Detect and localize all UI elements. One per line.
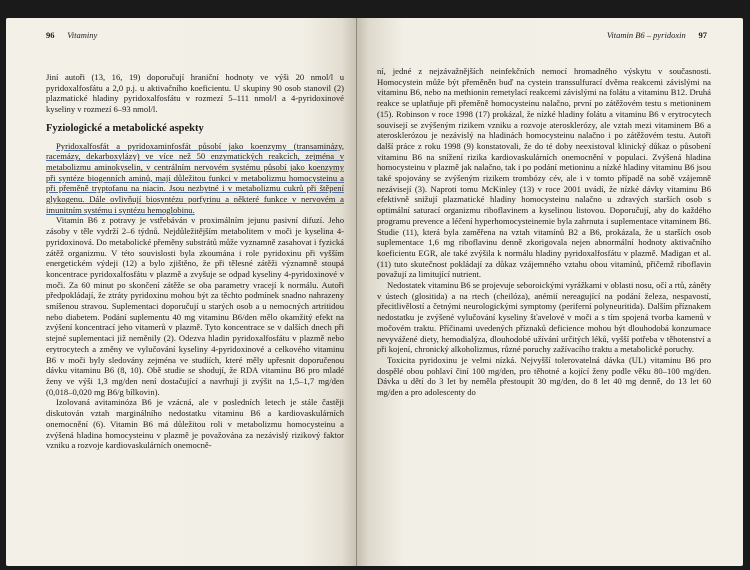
right-running-head — [607, 30, 707, 40]
left-page — [6, 18, 356, 566]
left-paragraph-3: Izolovaná avitaminóza B6 je vzácná, ale v posledních letech je stále častěji diskutován vztah marginálního nedostatku vitaminu B6 a kardiovaskulárních onemocnění (6). Vitamin B6 má důležitou roli v metabolizmu homocysteinu a zvýšená hladina homocysteinu v plazmě je považována za nezávislý rizikový faktor vzniku a rozvoje kardiovaskulárních onemocně- — [46, 397, 344, 451]
left-running-head — [46, 30, 97, 40]
left-paragraph-2: Vitamin B6 z potravy je vstřebáván v proximálním jejunu pasivní difuzí. Jeho zásoby v těle vydrží 2–6 týdnů. Nejdůležitějším metabolitem v moči je kyselina 4-pyridoxinová. Do metabolické přeměny substrátů může vyznamně zasahovat i fyzická zátěž organizmu. V této souvislosti byla zkoumána i role pyridoxinu při vyšším energetickém výdeji (12) a bylo zjištěno, že při tělesné zátěži významně stoupá koncentrace pyridoxalfosfátu v plazmě a zvyšuje se odpad kyseliny 4-pyridoxinové v moči. Za 60 minut po skončení zátěže se oba parametry vracejí k normálu. Autoři předpokládají, že ztráty pyridoxinu mohou být za těchto podmínek snadno nahrazeny smíšenou stravou. Suplementaci doporučují u starých osob a u nemocných artritidou nebo diabetem. Podání suplementu 40 mg vitaminu B6/den mělo okamžitý efekt na zvýšení koncentrací jeho vitamerů v plazmě. Tyto koncentrace se v dalších dnech při stejné suplementaci již neměnily (2). Odezva hladin pyridoxalfosfátu v plazmě nebo erytrocytech a změny ve vylučování kyseliny 4-pyridoxinové a celkového vitaminu B6 v moči byly sledovány zejména ve studiích, které měly upřesnit doporučenou dávku vitaminu B6 (8, 10). Obě studie se shodují, že RDA vitaminu B6 pro mladé ženy ve výši 1,3 mg/den není dostačující a navrhují ji zvýšit na 1,5–1,7 mg/den (0,018–0,020 mg B6/g bílkovin). — [46, 215, 344, 397]
left-intro-paragraph: Jiní autoři (13, 16, 19) doporučují hraniční hodnoty ve výši 20 nmol/l u pyridoxalfosfátu a 2,0 p.j. u aktivačního koeficientu. U skupiny 90 osob stanovil (2) plazmatické hladiny pyridoxalfosfátu v rozmezí 5–111 nmol/l a 4-pyridoxinové kyseliny v rozmezí 6–93 nmol/l. — [46, 72, 344, 115]
left-running-title: Vitaminy — [67, 30, 98, 40]
left-page-number: 96 — [46, 30, 55, 40]
left-body-text — [46, 72, 344, 451]
right-paragraph-3: Toxicita pyridoxinu je velmi nízká. Nejvyšší tolerovatelná dávka (UL) vitaminu B6 pro dospělé obou pohlaví činí 100 mg/den, pro těhotné a kojící ženy podle věku 80–100 mg/den. Dávka u dětí do 3 let by neměla přestoupit 30 mg/den, do 8 let 40 mg denně, do 13 let 60 mg/den a pro adolescenty do — [377, 354, 711, 398]
right-paragraph-2: Nedostatek vitaminu B6 se projevuje seboroickými vyrážkami v oblasti nosu, očí a rtů, záněty v ústech (glositida) a na rtech (cheilóza), anémií nereagující na podání železa, nespavostí, přecitlivělostí a četnými neurologickými symptomy (periferní polyneuritida). Dalším příznakem nedostatku je zvýšené vylučování kyseliny šťavelové v moči a s tím spojená tvorba kamenů v močovém traktu. Příčinami uvedených příznaků deficience mohou být dlouhodobá konzumace nevyvážené diety, hemodialýza, dlouhodobé užívání určitých léků, vyšší potřeba v těhotenství a při kojení, chronický alkoholizmus, různé poruchy zažívacího traktu a metabolické poruchy. — [377, 280, 711, 355]
right-body-text — [377, 66, 711, 398]
right-running-title: Vitamin B6 – pyridoxin — [606, 30, 686, 40]
right-paragraph-1: ní, jedné z nejzávažnějších neinfekčních nemocí hromadného výskytu v současnosti. Homocystein může být přeměněn buď na cystein transsulfurací dvěma reakcemi závislými na vitaminu B6, nebo na methionin remetylací reakcemi závislými na folátu a vitaminu B12. Druhá reakce se uplatňuje při přeměně homocysteinu nalačno, první po zátěžovém testu s metioninem (15). Robinson v roce 1998 (17) prokázal, že nízké hladiny folátu a vitaminu B6 v erytrocytech souvisejí se zvýšeným rizikem vzniku a rozvoje aterosklerózy, ale vztah mezi vitaminem B6 a aterosklerózou je nezávislý na hladinách homocysteinu nalačno i po zátěžovém testu. Autoři další práce z roku 1998 (9) konstatovali, že do té doby neexistoval klinický důkaz o působení vitaminu B6 na snížení rizika kardiovaskulárních onemocnění v populaci. Zvýšená hladina homocysteinu v plazmě jak nalačno, tak i po podání metioninu a nízké hladiny vitaminu B6 jsou také spojovány se zvýšeným rizikem trombózy cév, ale i v tomto případě na sobě vzájemně nezávisejí (3). Naproti tomu McKinley (13) v roce 2001 uvádí, že nízké dávky vitaminu B6 efektivně snižují plazmatické hladiny homocysteinu nalačno u zdravých starších osob s optimální saturací organizmu riboflavinem a kyselinou listovou. Doporučují, aby do každého programu prevence a léčení hyperhomocysteinemie byla zahrnuta i suplementace vitaminem B6. Studie (11), která byla zaměřena na vztah vitamínů B2 a B6, prokázala, že u starších osob suplementace 1,6 mg riboflavinu denně zkorigovala nejen abnormální hodnoty aktivačního koeficientu EGR, ale také zvýšila k normálu hladiny pyridoxalfosfátu v plazmě. Madigan et al. (11) tuto skutečnost pokládají za důkaz vzájemného vztahu obou vitamínů, přičemž riboflavin považují za limitující nutrient. — [377, 66, 711, 280]
left-paragraph-1: Pyridoxalfosfát a pyridoxaminfosfát působí jako koenzymy (transaminázy, racemázy, dekarboxylázy) ve více než 50 enzymatických reakcích, zejména v metabolizmu aminokyselin, v centrálním nervovém systému působí jako koenzymy při syntéze biogenních aminů, mají důležitou funkci v metabolizmu homocysteinu a při přeměně tryptofanu na niacin. Jsou nezbytné i v metabolizmu cukrů při štěpení glykogenu. Dále ovlivňují biosyntézu porfyrinu a některé funkce v nervovém a imunitním systému i syntézu hemoglobinu. — [46, 140, 344, 215]
section-heading: Fyziologické a metabolické aspekty — [46, 122, 204, 134]
right-page — [357, 18, 743, 566]
right-page-number: 97 — [698, 30, 707, 40]
